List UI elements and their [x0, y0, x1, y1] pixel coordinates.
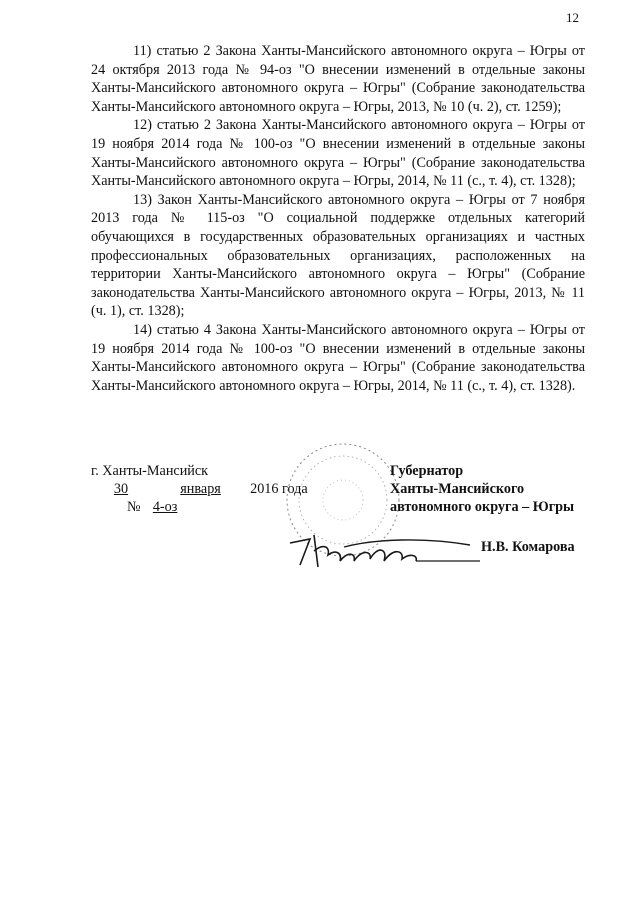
page-number: 12 — [566, 10, 579, 25]
position-line: автономного округа – Югры — [390, 499, 575, 515]
signer-name: Н.В. Комарова — [481, 539, 575, 555]
position-line: Губернатор — [390, 463, 464, 479]
city: г. Ханты-Мансийск — [91, 463, 209, 479]
signoff-place-date — [91, 462, 308, 516]
signatory-position — [390, 462, 574, 516]
document-body — [91, 42, 585, 395]
date-day: 30 — [113, 481, 129, 497]
position-line: Ханты-Мансийского — [390, 481, 525, 497]
list-item: 14) статью 4 Закона Ханты-Мансийского автономного округа – Югры от 19 ноября 2014 года № 100-оз "О внесении изменений в отдельные законы Ханты-Мансийского автономного округа – Югры" (Собрание законодательства Ханты-Мансийского автономного округа – Югры, 2014, № 11 (с., т. 4), ст. 1328). — [91, 321, 585, 394]
list-item: 13) Закон Ханты-Мансийского автономного округа – Югры от 7 ноября 2013 года № 115-оз "О социальной поддержке отдельных категорий обучающихся в государственных образовательных организациях и частных профессиональных образовательных организациях, расположенных на территории Ханты-Мансийского автономного округа – Югры" (Собрание законодательства Ханты-Мансийского автономного округа – Югры, 2013, № 11 (ч. 1), ст. 1328); — [91, 191, 585, 320]
list-item: 12) статью 2 Закона Ханты-Мансийского автономного округа – Югры от 19 ноября 2014 года № 100-оз "О внесении изменений в отдельные законы Ханты-Мансийского автономного округа – Югры" (Собрание законодательства Ханты-Мансийского автономного округа – Югры, 2014, № 11 (с., т. 4), ст. 1328); — [91, 117, 585, 190]
date-month: января — [180, 481, 221, 497]
handwritten-signature — [284, 525, 484, 575]
list-item: 11) статью 2 Закона Ханты-Мансийского автономного округа – Югры от 24 октября 2013 года № 94-оз "О внесении изменений в отдельные законы Ханты-Мансийского автономного округа – Югры" (Собрание законодательства Ханты-Мансийского автономного округа – Югры, 2013, № 10 (ч. 2), ст. 1259); — [91, 43, 585, 115]
law-number-prefix: № — [127, 499, 141, 515]
date-year: 2016 года — [250, 481, 308, 497]
law-number-value: 4-оз — [152, 499, 178, 515]
signing-date — [91, 480, 308, 498]
law-number — [91, 498, 308, 516]
